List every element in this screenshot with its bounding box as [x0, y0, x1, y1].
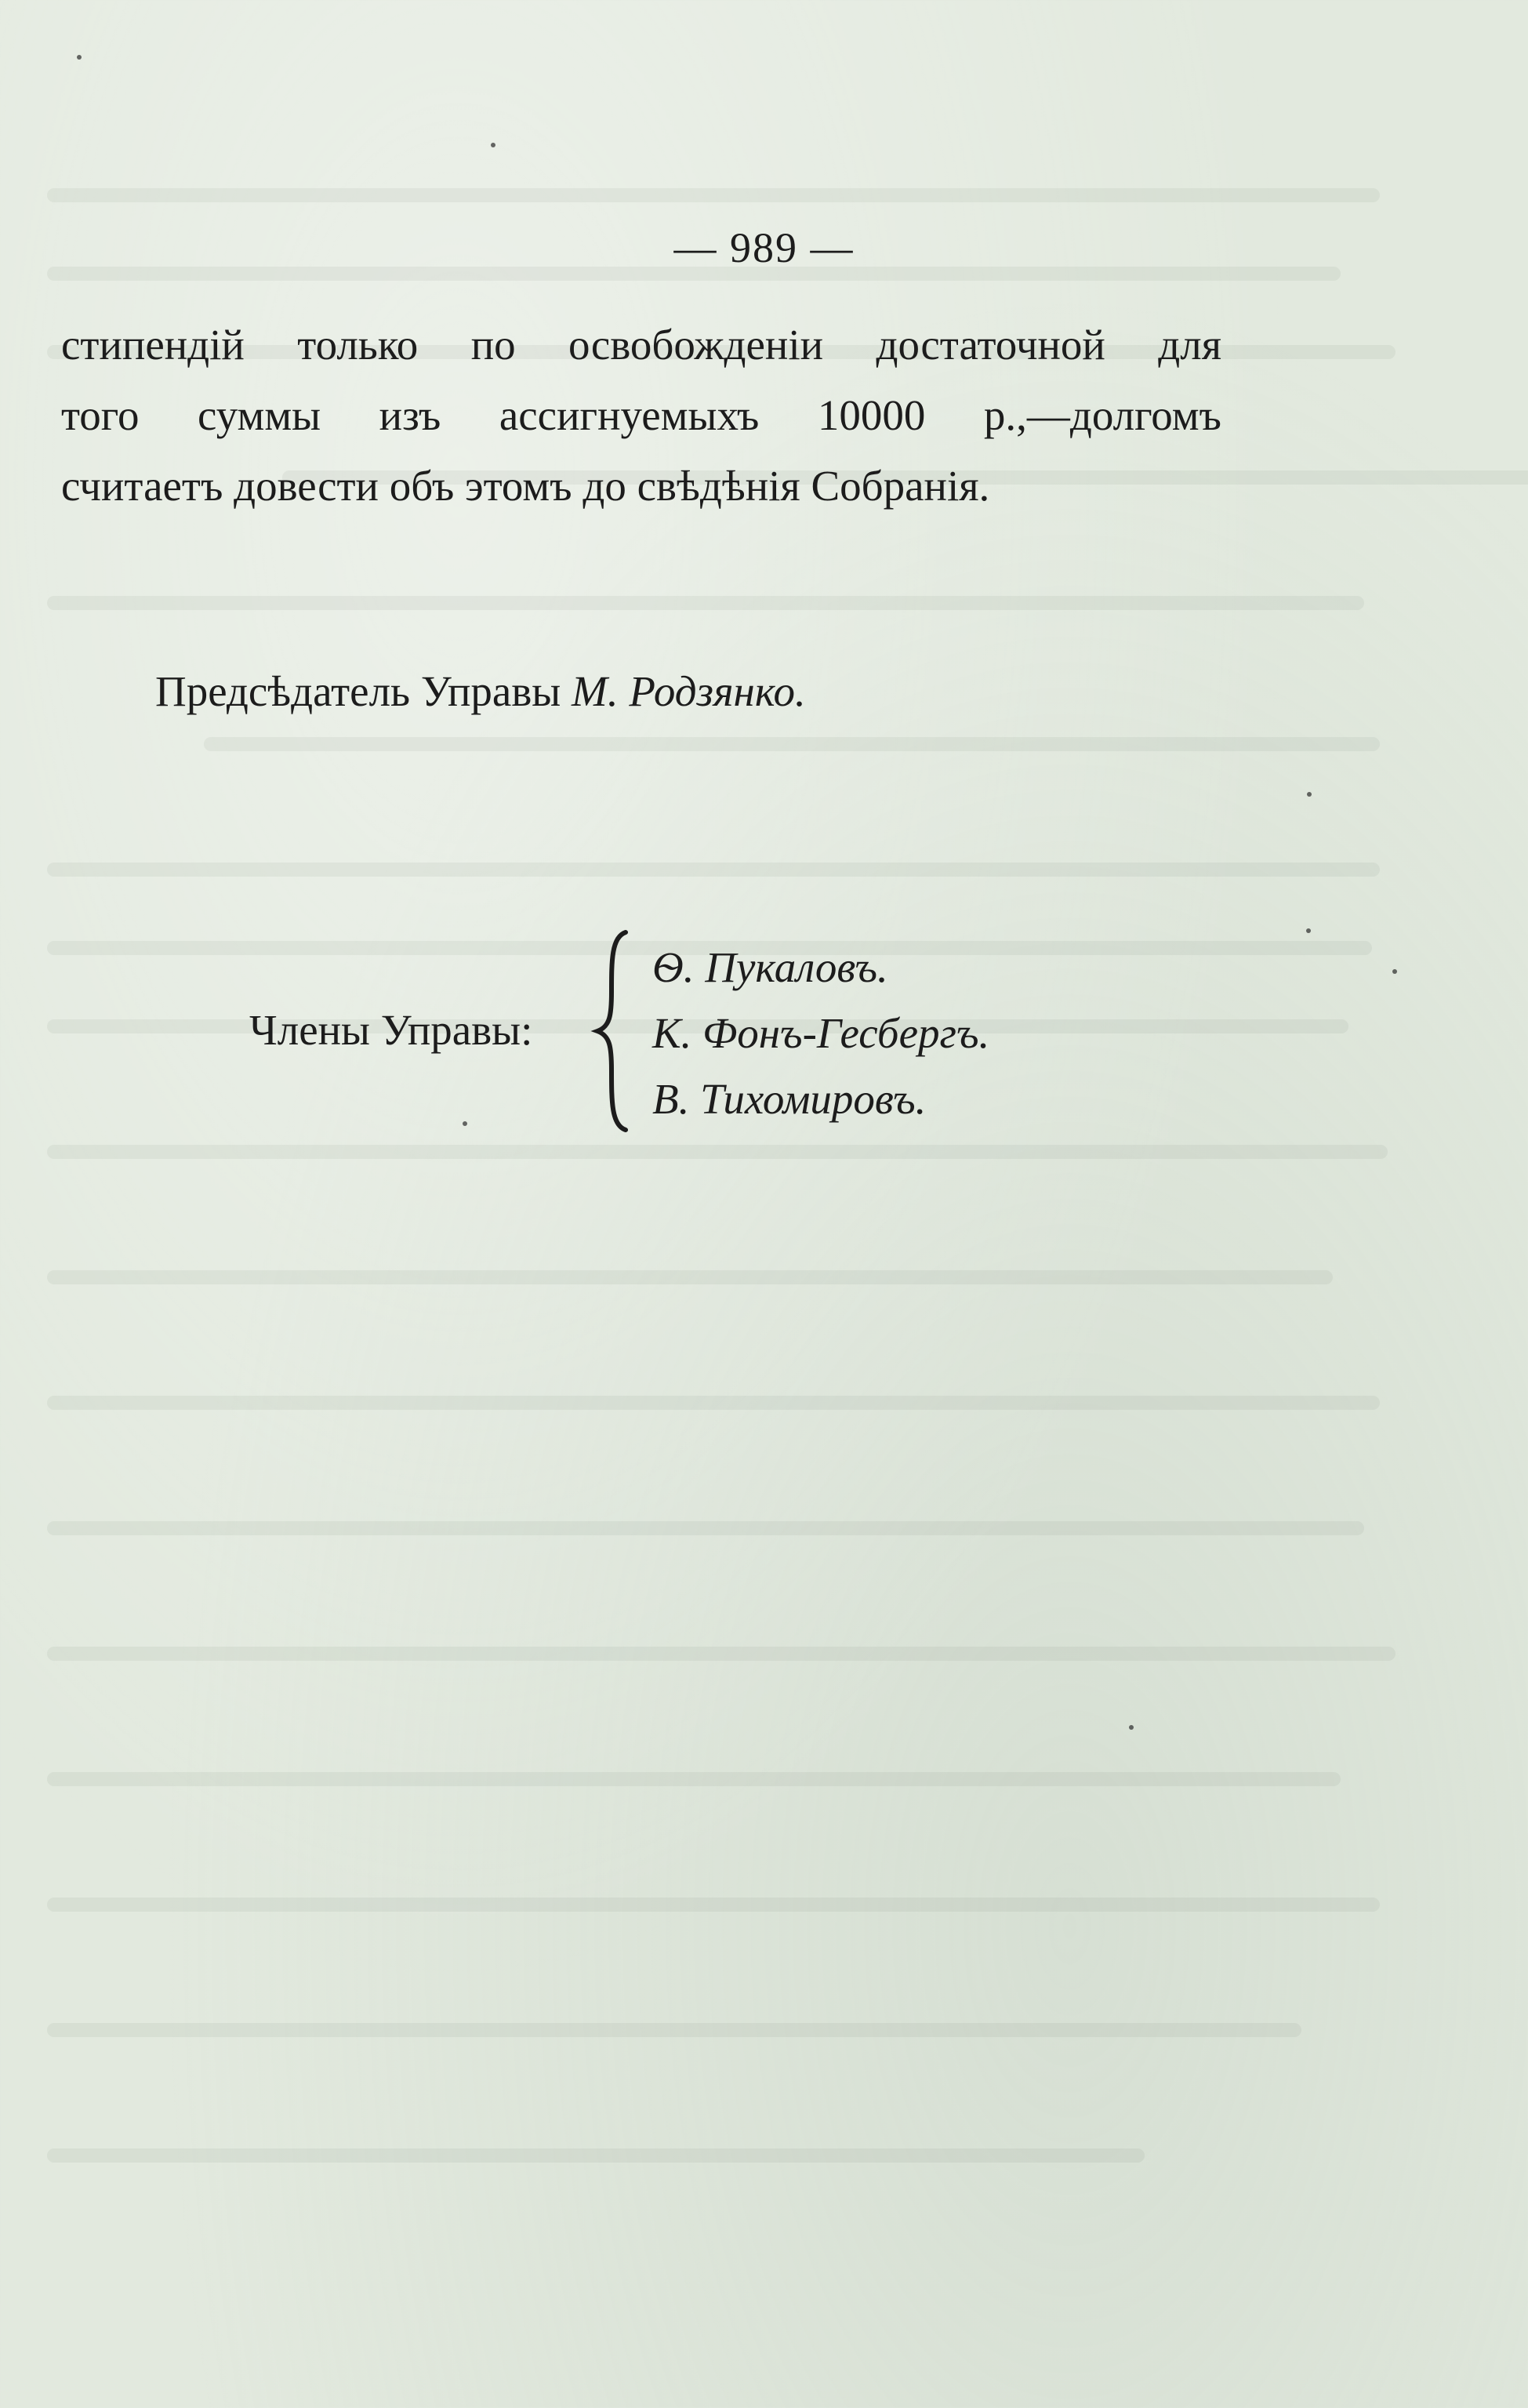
- members-list: [652, 935, 989, 1132]
- chairman-title: Предсѣдатель Управы: [155, 667, 561, 715]
- chairman-signature: [155, 666, 806, 716]
- paper-speck: [1129, 1725, 1134, 1730]
- body-paragraph: [61, 310, 1221, 521]
- chairman-name: М. Родзянко.: [572, 667, 806, 715]
- member-name: К. Фонъ-Гесбергъ.: [652, 1009, 990, 1057]
- curly-brace-icon: [588, 929, 635, 1133]
- paper-speck: [1392, 969, 1397, 974]
- paragraph-line: того суммы изъ ассигнуемыхъ 10000 р.,—долгомъ: [61, 391, 1221, 439]
- paragraph-line: стипендій только по освобожденіи достаточной для: [61, 321, 1221, 369]
- paper-speck: [77, 55, 82, 60]
- member-name: Ѳ. Пукаловъ.: [652, 943, 888, 991]
- paper-speck: [1307, 792, 1312, 797]
- paper-speck: [491, 143, 495, 147]
- page-number: — 989 —: [673, 224, 855, 271]
- members-label: Члены Управы:: [249, 1006, 533, 1054]
- paragraph-line: считаетъ довести объ этомъ до свѣдѣнія Собранія.: [61, 462, 990, 510]
- paper-speck: [463, 1121, 467, 1126]
- paper-speck: [1306, 928, 1311, 933]
- member-name: В. Тихомировъ.: [652, 1075, 927, 1123]
